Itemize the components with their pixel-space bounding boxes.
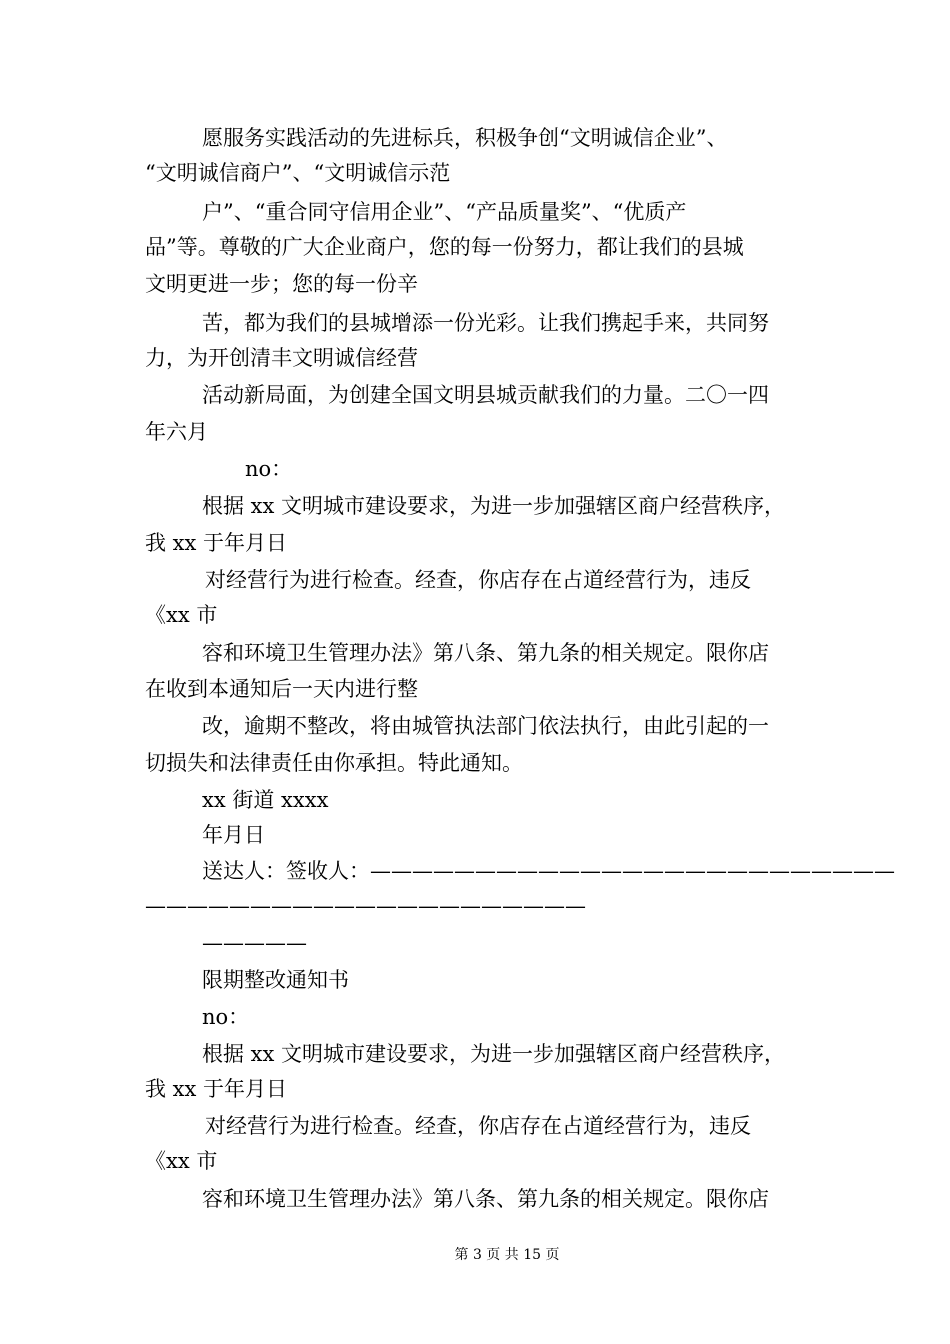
body-line-14: 容和环境卫生管理办法》第八条、第九条的相关规定。限你店 <box>202 641 769 665</box>
body-line-21: 《xx 市 <box>145 1149 218 1173</box>
body-line-13: 《xx 市 <box>145 603 218 627</box>
date-line: 年月日 <box>202 823 265 847</box>
body-line-17: 切损失和法律责任由你承担。特此通知。 <box>145 751 523 775</box>
body-line-8: 活动新局面，为创建全国文明县城贡献我们的力量。二〇一四 <box>202 383 769 407</box>
notice-title: 限期整改通知书 <box>202 968 349 992</box>
body-line-10: 根据 xx 文明城市建设要求，为进一步加强辖区商户经营秩序， <box>202 494 786 518</box>
body-line-20: 对经营行为进行检查。经查，你店存在占道经营行为，违反 <box>205 1114 751 1138</box>
body-line-5: 文明更进一步；您的每一份辛 <box>145 272 418 296</box>
body-line-18: 根据 xx 文明城市建设要求，为进一步加强辖区商户经营秩序， <box>202 1042 786 1066</box>
page-number-footer: 第 3 页 共 15 页 <box>454 1247 560 1263</box>
body-line-19: 我 xx 于年月日 <box>145 1077 288 1101</box>
body-line-7: 力，为开创清丰文明诚信经营 <box>145 346 418 370</box>
body-line-22: 容和环境卫生管理办法》第八条、第九条的相关规定。限你店 <box>202 1187 769 1211</box>
body-line-1: 愿服务实践活动的先进标兵，积极争创“文明诚信企业”、 <box>202 126 728 150</box>
notice-number-1: no： <box>245 457 293 481</box>
signature-line-1: 送达人：签收人：————————————————————————— <box>202 859 895 883</box>
signature-line-2: ————————————————————— <box>145 894 586 918</box>
body-line-3: 户”、“重合同守信用企业”、“产品质量奖”、“优质产 <box>202 200 687 224</box>
body-line-15: 在收到本通知后一天内进行整 <box>145 677 418 701</box>
body-line-16: 改，逾期不整改，将由城管执法部门依法执行，由此引起的一 <box>202 714 769 738</box>
body-line-11: 我 xx 于年月日 <box>145 531 288 555</box>
body-line-4: 品”等。尊敬的广大企业商户，您的每一份努力，都让我们的县城 <box>145 235 744 259</box>
notice-number-2: no： <box>202 1005 250 1029</box>
body-line-9: 年六月 <box>145 420 208 444</box>
signature-line-3: ————— <box>202 931 307 955</box>
body-line-12: 对经营行为进行检查。经查，你店存在占道经营行为，违反 <box>205 568 751 592</box>
body-line-2: “文明诚信商户”、“文明诚信示范 <box>145 161 451 185</box>
issuer-line: xx 街道 xxxx <box>202 788 329 812</box>
body-line-6: 苦，都为我们的县城增添一份光彩。让我们携起手来，共同努 <box>202 311 769 335</box>
